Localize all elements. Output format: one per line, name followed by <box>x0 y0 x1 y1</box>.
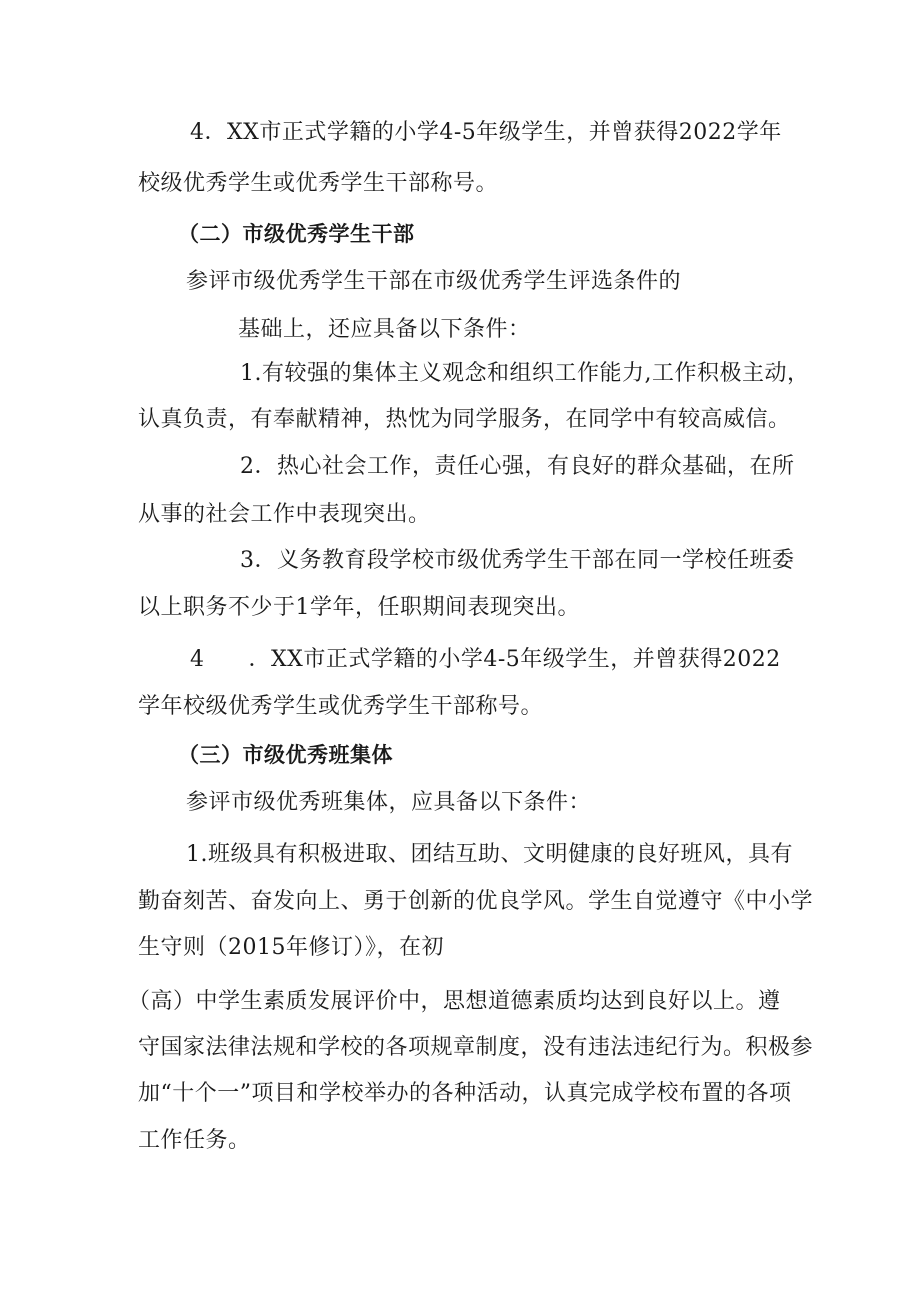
paragraph-line: 认真负责，有奉献精神，热忱为同学服务，在同学中有较高威信。 <box>138 407 791 432</box>
list-text: ．XX市正式学籍的小学4-5年级学生，并曾获得2022 <box>248 647 781 672</box>
paragraph-line: （高）中学生素质发展评价中，思想道德素质均达到良好以上。遵 <box>128 989 781 1014</box>
paragraph-line: 守国家法律法规和学校的各项规章制度，没有违法违纪行为。积极参 <box>138 1035 814 1060</box>
paragraph-line: 以上职务不少于1学年，任职期间表现突出。 <box>138 595 580 620</box>
paragraph-line: 4．XX市正式学籍的小学4-5年级学生，并曾获得2022学年 <box>190 120 782 145</box>
paragraph-line: 学年校级优秀学生或优秀学生干部称号。 <box>138 694 544 719</box>
paragraph-line: 参评市级优秀学生干部在市级优秀学生评选条件的 <box>186 269 682 294</box>
paragraph-line: 1.有较强的集体主义观念和组织工作能力,工作积极主动， <box>240 361 810 386</box>
paragraph-line: 3．义务教育段学校市级优秀学生干部在同一学校任班委 <box>240 548 795 573</box>
section-heading: （三）市级优秀班集体 <box>178 743 393 767</box>
paragraph-line: 勤奋刻苦、奋发向上、勇于创新的优良学风。学生自觉遵守《中小学 <box>138 889 814 914</box>
paragraph-line: 基础上，还应具备以下条件： <box>238 317 531 342</box>
paragraph-line: 生守则（2015年修订）》，在初 <box>138 935 444 960</box>
paragraph-line: 工作任务。 <box>138 1128 251 1153</box>
paragraph-line: 2．热心社会工作，责任心强，有良好的群众基础，在所 <box>240 454 795 479</box>
section-heading: （二）市级优秀学生干部 <box>178 222 415 246</box>
paragraph-line <box>190 645 781 675</box>
paragraph-line: 加“十个一”项目和学校举办的各种活动，认真完成学校布置的各项 <box>138 1081 792 1106</box>
paragraph-line: 参评市级优秀班集体，应具备以下条件： <box>186 790 592 815</box>
paragraph-line: 1.班级具有积极进取、团结互助、文明健康的良好班风，具有 <box>186 842 793 867</box>
list-number: 4 <box>190 647 205 672</box>
paragraph-line: 从事的社会工作中表现突出。 <box>138 502 431 527</box>
paragraph-line: 校级优秀学生或优秀学生干部称号。 <box>138 171 499 196</box>
